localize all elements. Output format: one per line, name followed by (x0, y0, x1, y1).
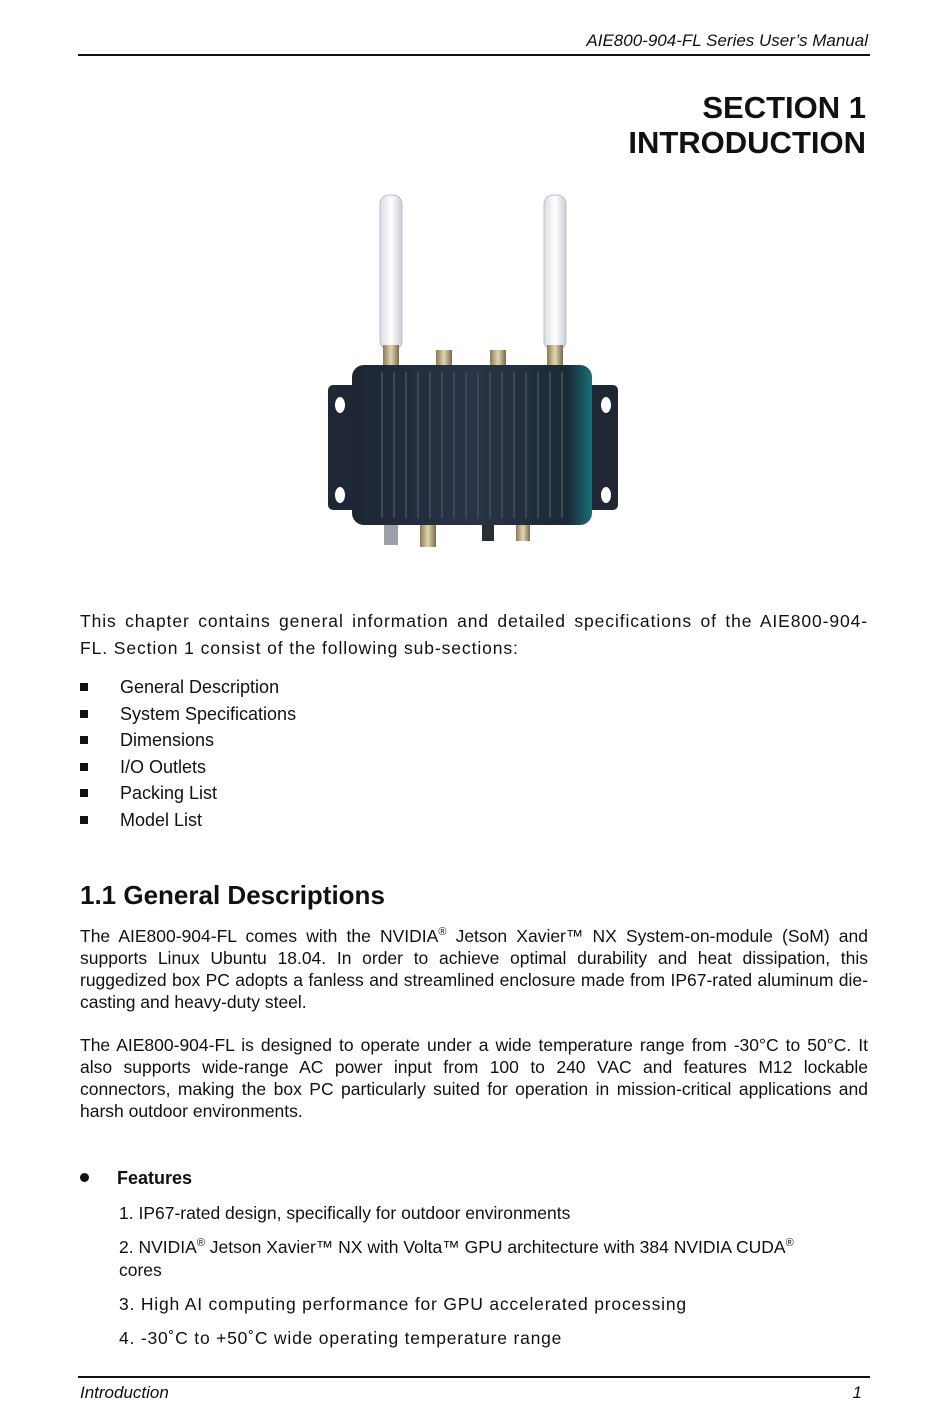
section-title: INTRODUCTION (628, 125, 866, 160)
footer-chapter: Introduction (80, 1383, 169, 1402)
feature-item-4: 4. -30˚C to +50˚C wide operating temperature range (119, 1328, 563, 1348)
enclosure (352, 365, 592, 525)
general-descriptions-heading: 1.1 General Descriptions (80, 880, 385, 910)
antenna-right (544, 195, 566, 350)
footer-rule (78, 1376, 870, 1378)
feature-item-3: 3. High AI computing performance for GPU accelerated processing (119, 1294, 687, 1314)
product-photo (320, 190, 630, 565)
page-number: 1 (852, 1383, 862, 1402)
bullet-icon (80, 1173, 89, 1182)
features-heading: Features (80, 1168, 192, 1189)
general-paragraph-1: The AIE800-904-FL comes with the NVIDIA® Jetson Xavier™ NX System-on-module (SoM) and supports Linux Ubuntu 18.04. In order to achieve optimal durability and heat dissipation, this ruggedized box PC adopts a fanless and streamlined enclosure made from IP67-rated aluminum die-casting and heavy-duty steel. (80, 926, 868, 1012)
list-item: I/O Outlets (80, 754, 296, 781)
antenna-left (380, 195, 402, 350)
list-item: General Description (80, 674, 296, 701)
feature-item-2: 2. NVIDIA® Jetson Xavier™ NX with Volta™ GPU architecture with 384 NVIDIA CUDA® cores (119, 1237, 794, 1280)
square-bullet-icon (80, 789, 88, 797)
section-heading (628, 90, 866, 160)
square-bullet-icon (80, 816, 88, 824)
section-number: SECTION 1 (702, 90, 866, 125)
general-paragraph-2: The AIE800-904-FL is designed to operate under a wide temperature range from -30°C to 50°C. It also supports wide-range AC power input from 100 to 240 VAC and features M12 lockable connectors, making the box PC particularly suited for operation in mission-critical applications and harsh outdoor environments. (80, 1035, 868, 1121)
list-item: Model List (80, 807, 296, 834)
intro-paragraph: This chapter contains general information and detailed specifications of the AIE800-904-FL. Section 1 consist of the following sub-sections: (80, 611, 868, 658)
list-item: System Specifications (80, 701, 296, 728)
square-bullet-icon (80, 763, 88, 771)
list-item: Packing List (80, 780, 296, 807)
square-bullet-icon (80, 683, 88, 691)
square-bullet-icon (80, 710, 88, 718)
subsection-list (80, 674, 296, 834)
feature-item-1: 1. IP67-rated design, specifically for outdoor environments (119, 1203, 571, 1223)
square-bullet-icon (80, 736, 88, 744)
header-rule (78, 54, 870, 56)
header-title: AIE800-904-FL Series User’s Manual (586, 31, 868, 50)
list-item: Dimensions (80, 727, 296, 754)
